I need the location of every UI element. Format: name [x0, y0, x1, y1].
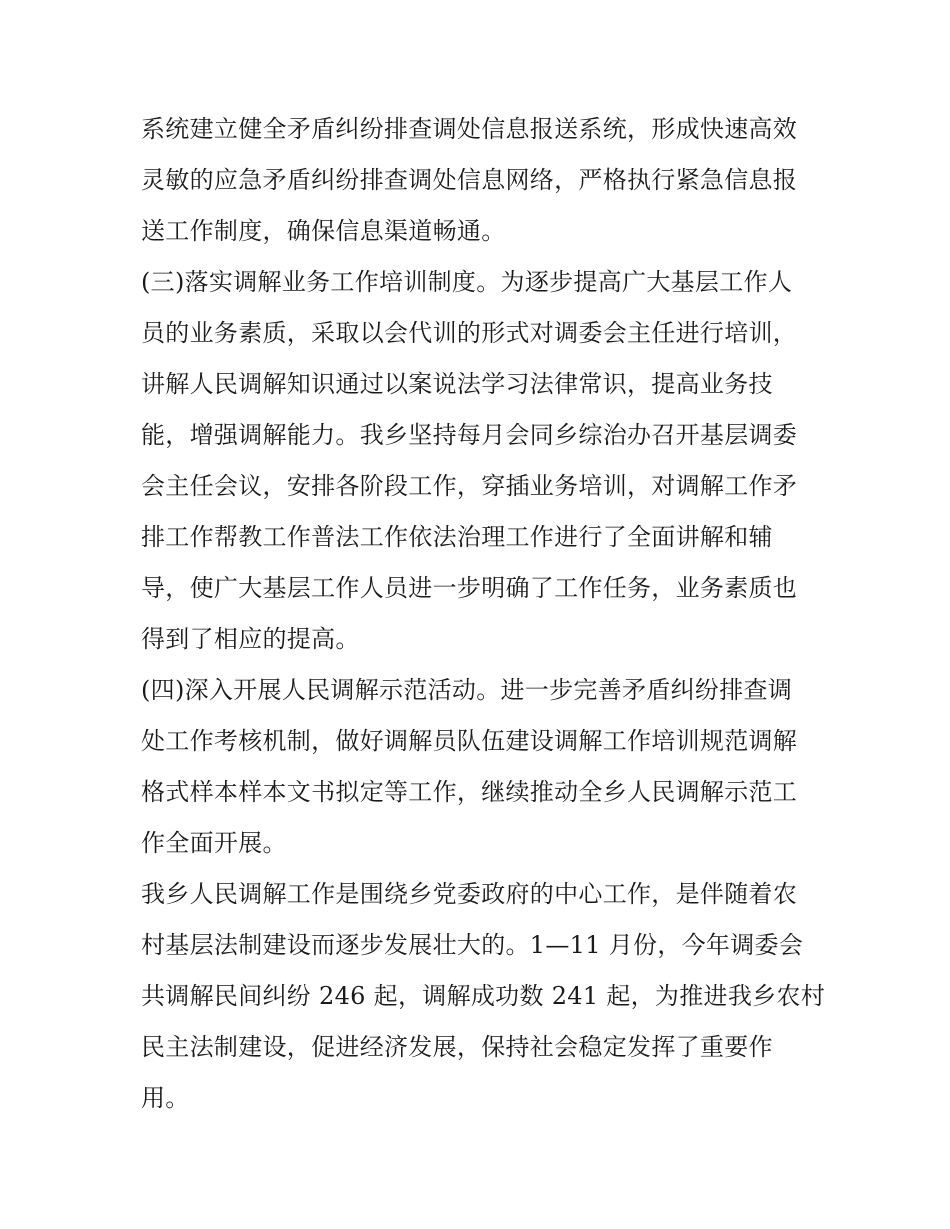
text-line: 我乡人民调解工作是围绕乡党委政府的中心工作，是伴随着农 [141, 880, 798, 908]
text-line: 民主法制建设，促进经济发展，保持社会稳定发挥了重要作 [141, 1033, 773, 1061]
text-line: 会主任会议，安排各阶段工作，穿插业务培训，对调解工作矛 [141, 472, 798, 500]
text-line: (三)落实调解业务工作培训制度。为逐步提高广大基层工作人 [141, 268, 793, 296]
text-line: 员的业务素质，采取以会代训的形式对调委会主任进行培训， [141, 319, 798, 347]
text-line: 导，使广大基层工作人员进一步明确了工作任务，业务素质也 [141, 574, 798, 602]
text-line: 格式样本样本文书拟定等工作，继续推动全乡人民调解示范工 [141, 778, 798, 806]
text-line: (四)深入开展人民调解示范活动。进一步完善矛盾纠纷排查调 [141, 676, 793, 704]
text-line: 讲解人民调解知识通过以案说法学习法律常识，提高业务技 [141, 370, 773, 398]
text-line: 处工作考核机制，做好调解员队伍建设调解工作培训规范调解 [141, 727, 798, 755]
text-line: 得到了相应的提高。 [141, 625, 360, 653]
text-line: 作全面开展。 [141, 829, 287, 857]
text-line: 送工作制度，确保信息渠道畅通。 [141, 217, 506, 245]
text-line: 系统建立健全矛盾纠纷排查调处信息报送系统，形成快速高效 [141, 115, 798, 143]
text-line: 用。 [141, 1084, 190, 1112]
text-line: 灵敏的应急矛盾纠纷排查调处信息网络，严格执行紧急信息报 [141, 166, 798, 194]
text-line: 共调解民间纠纷 246 起，调解成功数 241 起，为推进我乡农村 [141, 982, 826, 1010]
document-body [141, 104, 826, 1124]
text-line: 能，增强调解能力。我乡坚持每月会同乡综治办召开基层调委 [141, 421, 798, 449]
text-line: 排工作帮教工作普法工作依法治理工作进行了全面讲解和辅 [141, 523, 773, 551]
text-line: 村基层法制建设而逐步发展壮大的。1—11 月份，今年调委会 [141, 931, 804, 959]
